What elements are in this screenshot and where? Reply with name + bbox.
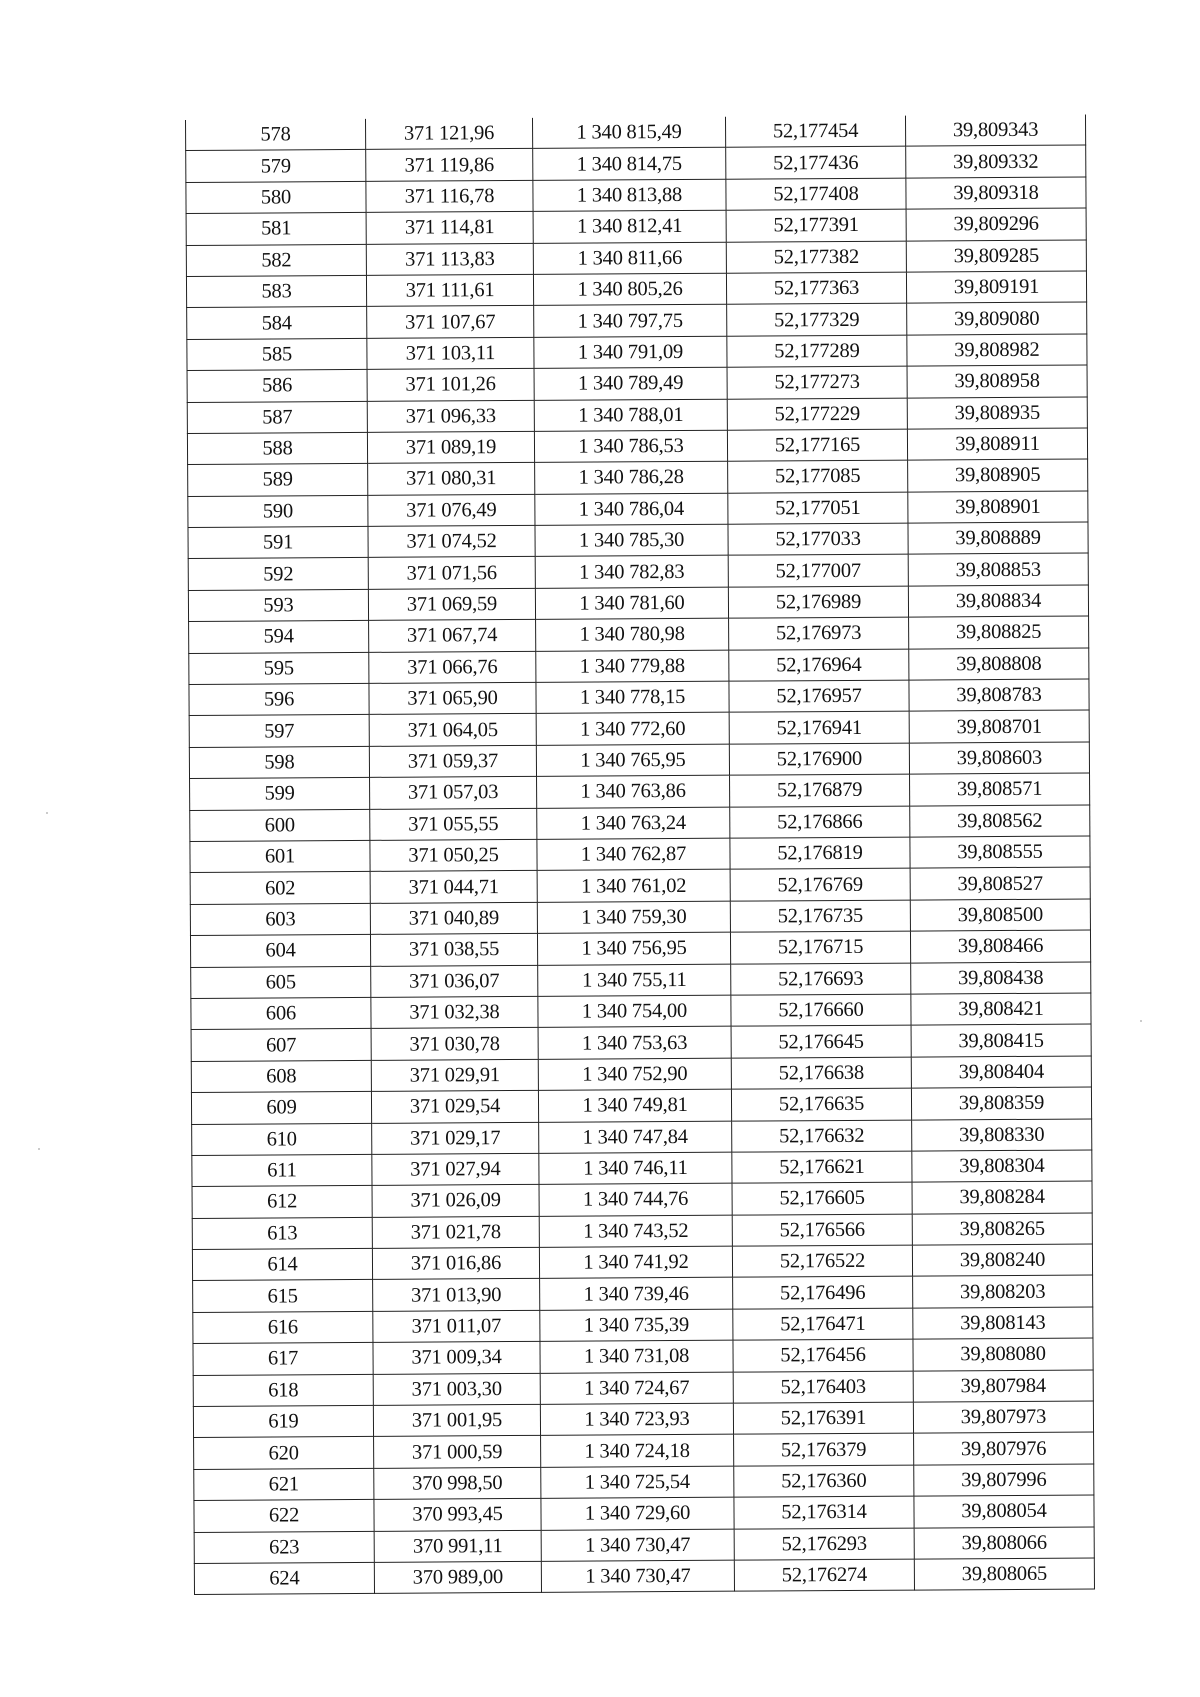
x-coordinate-cell: 371 030,78: [371, 1028, 538, 1060]
y-coordinate-cell: 1 340 749,81: [538, 1089, 731, 1122]
y-coordinate-cell: 1 340 786,28: [535, 461, 728, 494]
longitude-cell: 39,807973: [913, 1401, 1093, 1433]
longitude-cell: 39,808808: [909, 648, 1089, 680]
longitude-cell: 39,808935: [907, 397, 1087, 429]
x-coordinate-cell: 371 044,71: [370, 871, 537, 903]
longitude-cell: 39,808834: [908, 585, 1088, 617]
point-number-cell: 586: [187, 370, 367, 402]
y-coordinate-cell: 1 340 785,30: [535, 524, 728, 557]
latitude-cell: 52,177051: [728, 492, 908, 524]
x-coordinate-cell: 371 036,07: [371, 965, 538, 997]
x-coordinate-cell: 371 107,67: [367, 306, 534, 338]
point-number-cell: 608: [191, 1060, 371, 1092]
longitude-cell: 39,808527: [910, 867, 1090, 899]
x-coordinate-cell: 370 993,45: [374, 1499, 541, 1531]
latitude-cell: 52,176941: [729, 712, 909, 744]
point-number-cell: 602: [190, 872, 370, 904]
y-coordinate-cell: 1 340 759,30: [537, 901, 730, 934]
longitude-cell: 39,808901: [908, 491, 1088, 523]
point-number-cell: 617: [193, 1343, 373, 1375]
point-number-cell: 616: [193, 1311, 373, 1343]
y-coordinate-cell: 1 340 724,18: [541, 1435, 734, 1468]
y-coordinate-cell: 1 340 729,60: [541, 1497, 734, 1530]
x-coordinate-cell: 371 029,17: [372, 1122, 539, 1154]
longitude-cell: 39,808571: [910, 773, 1090, 805]
point-number-cell: 580: [186, 181, 366, 213]
latitude-cell: 52,177391: [726, 209, 906, 241]
longitude-cell: 39,807996: [914, 1464, 1094, 1496]
x-coordinate-cell: 371 065,90: [369, 682, 536, 714]
y-coordinate-cell: 1 340 786,53: [534, 430, 727, 463]
point-number-cell: 598: [189, 746, 369, 778]
point-number-cell: 593: [188, 589, 368, 621]
point-number-cell: 613: [192, 1217, 372, 1249]
latitude-cell: 52,176403: [733, 1371, 913, 1403]
longitude-cell: 39,808911: [907, 428, 1087, 460]
y-coordinate-cell: 1 340 763,86: [537, 775, 730, 808]
x-coordinate-cell: 371 101,26: [367, 368, 534, 400]
latitude-cell: 52,176879: [730, 774, 910, 806]
point-number-cell: 585: [187, 338, 367, 370]
point-number-cell: 615: [193, 1280, 373, 1312]
point-number-cell: 606: [191, 997, 371, 1029]
point-number-cell: 579: [186, 150, 366, 182]
x-coordinate-cell: 371 080,31: [368, 463, 535, 495]
latitude-cell: 52,177363: [726, 272, 906, 304]
x-coordinate-cell: 371 067,74: [369, 620, 536, 652]
y-coordinate-cell: 1 340 753,63: [538, 1027, 731, 1060]
latitude-cell: 52,177382: [726, 241, 906, 273]
point-number-cell: 582: [186, 244, 366, 276]
latitude-cell: 52,176314: [734, 1496, 914, 1528]
longitude-cell: 39,808603: [909, 742, 1089, 774]
x-coordinate-cell: 371 114,81: [366, 212, 533, 244]
longitude-cell: 39,809296: [906, 208, 1086, 240]
longitude-cell: 39,808853: [908, 553, 1088, 585]
x-coordinate-cell: 371 069,59: [368, 588, 535, 620]
y-coordinate-cell: 1 340 786,04: [535, 493, 728, 526]
longitude-cell: 39,808080: [913, 1338, 1093, 1370]
latitude-cell: 52,177436: [726, 146, 906, 178]
x-coordinate-cell: 371 038,55: [370, 934, 537, 966]
longitude-cell: 39,808562: [910, 805, 1090, 837]
latitude-cell: 52,176293: [734, 1528, 914, 1560]
latitude-cell: 52,176973: [729, 617, 909, 649]
point-number-cell: 614: [192, 1248, 372, 1280]
point-number-cell: 619: [193, 1405, 373, 1437]
x-coordinate-cell: 371 111,61: [366, 274, 533, 306]
latitude-cell: 52,176693: [731, 963, 911, 995]
x-coordinate-cell: 371 027,94: [372, 1153, 539, 1185]
x-coordinate-cell: 371 013,90: [373, 1279, 540, 1311]
point-number-cell: 581: [186, 213, 366, 245]
longitude-cell: 39,809343: [905, 114, 1085, 146]
x-coordinate-cell: 371 089,19: [367, 431, 534, 463]
x-coordinate-cell: 371 076,49: [368, 494, 535, 526]
latitude-cell: 52,176866: [730, 806, 910, 838]
point-number-cell: 610: [192, 1123, 372, 1155]
longitude-cell: 39,808958: [907, 365, 1087, 397]
point-number-cell: 622: [194, 1500, 374, 1532]
longitude-cell: 39,808404: [911, 1056, 1091, 1088]
point-number-cell: 621: [194, 1468, 374, 1500]
y-coordinate-cell: 1 340 739,46: [540, 1278, 733, 1311]
point-number-cell: 583: [186, 275, 366, 307]
y-coordinate-cell: 1 340 779,88: [536, 650, 729, 683]
point-number-cell: 589: [188, 464, 368, 496]
latitude-cell: 52,176471: [733, 1308, 913, 1340]
y-coordinate-cell: 1 340 789,49: [534, 367, 727, 400]
longitude-cell: 39,808889: [908, 522, 1088, 554]
latitude-cell: 52,176645: [731, 1025, 911, 1057]
latitude-cell: 52,176456: [733, 1339, 913, 1371]
longitude-cell: 39,808905: [908, 459, 1088, 491]
point-number-cell: 601: [190, 840, 370, 872]
point-number-cell: 618: [193, 1374, 373, 1406]
longitude-cell: 39,809318: [906, 177, 1086, 209]
x-coordinate-cell: 371 121,96: [365, 118, 532, 150]
latitude-cell: 52,176360: [734, 1465, 914, 1497]
y-coordinate-cell: 1 340 746,11: [539, 1152, 732, 1185]
point-number-cell: 603: [190, 903, 370, 935]
longitude-cell: 39,808330: [912, 1118, 1092, 1150]
point-number-cell: 578: [185, 119, 365, 151]
longitude-cell: 39,808555: [910, 836, 1090, 868]
longitude-cell: 39,808203: [913, 1275, 1093, 1307]
latitude-cell: 52,177273: [727, 366, 907, 398]
y-coordinate-cell: 1 340 761,02: [537, 870, 730, 903]
point-number-cell: 584: [187, 307, 367, 339]
x-coordinate-cell: 371 064,05: [369, 714, 536, 746]
longitude-cell: 39,809080: [907, 302, 1087, 334]
latitude-cell: 52,176638: [731, 1057, 911, 1089]
longitude-cell: 39,808065: [914, 1558, 1094, 1590]
latitude-cell: 52,176566: [732, 1214, 912, 1246]
latitude-cell: 52,177085: [728, 460, 908, 492]
y-coordinate-cell: 1 340 730,47: [541, 1529, 734, 1562]
latitude-cell: 52,177229: [727, 398, 907, 430]
scan-speck: [1140, 1020, 1142, 1022]
y-coordinate-cell: 1 340 797,75: [534, 305, 727, 338]
point-number-cell: 587: [187, 401, 367, 433]
latitude-cell: 52,176964: [729, 649, 909, 681]
latitude-cell: 52,176391: [733, 1402, 913, 1434]
latitude-cell: 52,176379: [734, 1433, 914, 1465]
y-coordinate-cell: 1 340 755,11: [538, 964, 731, 997]
y-coordinate-cell: 1 340 778,15: [536, 681, 729, 714]
coordinates-table: [185, 114, 1095, 1595]
latitude-cell: 52,176632: [732, 1120, 912, 1152]
y-coordinate-cell: 1 340 782,83: [535, 556, 728, 589]
y-coordinate-cell: 1 340 791,09: [534, 336, 727, 369]
x-coordinate-cell: 371 066,76: [369, 651, 536, 683]
longitude-cell: 39,809285: [906, 240, 1086, 272]
point-number-cell: 595: [189, 652, 369, 684]
point-number-cell: 590: [188, 495, 368, 527]
y-coordinate-cell: 1 340 731,08: [540, 1340, 733, 1373]
y-coordinate-cell: 1 340 741,92: [539, 1246, 732, 1279]
x-coordinate-cell: 371 040,89: [370, 902, 537, 934]
scan-speck: [46, 812, 48, 814]
x-coordinate-cell: 371 059,37: [369, 745, 536, 777]
longitude-cell: 39,807976: [914, 1432, 1094, 1464]
point-number-cell: 624: [194, 1562, 374, 1594]
longitude-cell: 39,808438: [911, 962, 1091, 994]
latitude-cell: 52,176900: [729, 743, 909, 775]
y-coordinate-cell: 1 340 762,87: [537, 838, 730, 871]
latitude-cell: 52,177454: [725, 116, 905, 148]
x-coordinate-cell: 371 026,09: [372, 1185, 539, 1217]
y-coordinate-cell: 1 340 788,01: [534, 399, 727, 432]
longitude-cell: 39,808143: [913, 1307, 1093, 1339]
point-number-cell: 605: [191, 966, 371, 998]
latitude-cell: 52,176989: [728, 586, 908, 618]
y-coordinate-cell: 1 340 772,60: [536, 713, 729, 746]
latitude-cell: 52,177007: [728, 555, 908, 587]
y-coordinate-cell: 1 340 752,90: [538, 1058, 731, 1091]
longitude-cell: 39,808825: [909, 616, 1089, 648]
x-coordinate-cell: 371 057,03: [370, 777, 537, 809]
x-coordinate-cell: 371 009,34: [373, 1342, 540, 1374]
y-coordinate-cell: 1 340 812,41: [533, 210, 726, 243]
longitude-cell: 39,808265: [912, 1213, 1092, 1245]
latitude-cell: 52,176819: [730, 837, 910, 869]
x-coordinate-cell: 371 029,91: [371, 1059, 538, 1091]
longitude-cell: 39,808415: [911, 1024, 1091, 1056]
point-number-cell: 597: [189, 715, 369, 747]
longitude-cell: 39,808066: [914, 1527, 1094, 1559]
longitude-cell: 39,808701: [909, 710, 1089, 742]
longitude-cell: 39,808359: [911, 1087, 1091, 1119]
point-number-cell: 612: [192, 1186, 372, 1218]
longitude-cell: 39,808284: [912, 1181, 1092, 1213]
point-number-cell: 596: [189, 683, 369, 715]
latitude-cell: 52,176735: [730, 900, 910, 932]
x-coordinate-cell: 371 119,86: [366, 149, 533, 181]
y-coordinate-cell: 1 340 763,24: [537, 807, 730, 840]
latitude-cell: 52,177289: [727, 335, 907, 367]
y-coordinate-cell: 1 340 805,26: [533, 273, 726, 306]
x-coordinate-cell: 370 989,00: [374, 1561, 541, 1593]
point-number-cell: 588: [187, 432, 367, 464]
longitude-cell: 39,808304: [912, 1150, 1092, 1182]
y-coordinate-cell: 1 340 754,00: [538, 995, 731, 1028]
y-coordinate-cell: 1 340 756,95: [537, 932, 730, 965]
x-coordinate-cell: 371 116,78: [366, 180, 533, 212]
latitude-cell: 52,176605: [732, 1182, 912, 1214]
point-number-cell: 592: [188, 558, 368, 590]
latitude-cell: 52,176957: [729, 680, 909, 712]
latitude-cell: 52,176621: [732, 1151, 912, 1183]
longitude-cell: 39,808500: [910, 899, 1090, 931]
longitude-cell: 39,808240: [912, 1244, 1092, 1276]
x-coordinate-cell: 371 103,11: [367, 337, 534, 369]
longitude-cell: 39,808982: [907, 334, 1087, 366]
latitude-cell: 52,176635: [731, 1088, 911, 1120]
y-coordinate-cell: 1 340 747,84: [539, 1121, 732, 1154]
y-coordinate-cell: 1 340 725,54: [541, 1466, 734, 1499]
point-number-cell: 599: [190, 778, 370, 810]
x-coordinate-cell: 371 001,95: [373, 1404, 540, 1436]
x-coordinate-cell: 371 029,54: [371, 1090, 538, 1122]
y-coordinate-cell: 1 340 743,52: [539, 1215, 732, 1248]
latitude-cell: 52,176769: [730, 868, 910, 900]
point-number-cell: 594: [189, 621, 369, 653]
latitude-cell: 52,177033: [728, 523, 908, 555]
y-coordinate-cell: 1 340 814,75: [533, 148, 726, 181]
y-coordinate-cell: 1 340 811,66: [533, 242, 726, 275]
x-coordinate-cell: 371 016,86: [372, 1247, 539, 1279]
y-coordinate-cell: 1 340 744,76: [539, 1183, 732, 1216]
x-coordinate-cell: 371 055,55: [370, 808, 537, 840]
x-coordinate-cell: 370 998,50: [374, 1467, 541, 1499]
y-coordinate-cell: 1 340 735,39: [540, 1309, 733, 1342]
point-number-cell: 623: [194, 1531, 374, 1563]
longitude-cell: 39,807984: [913, 1370, 1093, 1402]
coordinates-table-body: [185, 114, 1094, 1594]
longitude-cell: 39,809332: [906, 145, 1086, 177]
x-coordinate-cell: 371 096,33: [367, 400, 534, 432]
latitude-cell: 52,176660: [731, 994, 911, 1026]
x-coordinate-cell: 370 991,11: [374, 1530, 541, 1562]
x-coordinate-cell: 371 021,78: [372, 1216, 539, 1248]
y-coordinate-cell: 1 340 765,95: [536, 744, 729, 777]
y-coordinate-cell: 1 340 815,49: [532, 117, 725, 149]
latitude-cell: 52,176715: [730, 931, 910, 963]
x-coordinate-cell: 371 032,38: [371, 996, 538, 1028]
latitude-cell: 52,177329: [727, 303, 907, 335]
latitude-cell: 52,177165: [727, 429, 907, 461]
y-coordinate-cell: 1 340 813,88: [533, 179, 726, 212]
point-number-cell: 607: [191, 1029, 371, 1061]
latitude-cell: 52,176274: [734, 1559, 914, 1591]
longitude-cell: 39,808466: [910, 930, 1090, 962]
y-coordinate-cell: 1 340 780,98: [536, 618, 729, 651]
longitude-cell: 39,808421: [911, 993, 1091, 1025]
x-coordinate-cell: 371 071,56: [368, 557, 535, 589]
latitude-cell: 52,176522: [732, 1245, 912, 1277]
y-coordinate-cell: 1 340 781,60: [535, 587, 728, 620]
y-coordinate-cell: 1 340 730,47: [541, 1560, 734, 1593]
point-number-cell: 591: [188, 526, 368, 558]
x-coordinate-cell: 371 050,25: [370, 839, 537, 871]
point-number-cell: 620: [194, 1437, 374, 1469]
x-coordinate-cell: 371 000,59: [374, 1436, 541, 1468]
x-coordinate-cell: 371 003,30: [373, 1373, 540, 1405]
point-number-cell: 611: [192, 1154, 372, 1186]
scan-speck: [38, 1148, 40, 1150]
longitude-cell: 39,808054: [914, 1495, 1094, 1527]
x-coordinate-cell: 371 074,52: [368, 525, 535, 557]
point-number-cell: 604: [190, 935, 370, 967]
longitude-cell: 39,808783: [909, 679, 1089, 711]
y-coordinate-cell: 1 340 724,67: [540, 1372, 733, 1405]
point-number-cell: 600: [190, 809, 370, 841]
x-coordinate-cell: 371 113,83: [366, 243, 533, 275]
longitude-cell: 39,809191: [906, 271, 1086, 303]
latitude-cell: 52,176496: [733, 1277, 913, 1309]
point-number-cell: 609: [191, 1091, 371, 1123]
y-coordinate-cell: 1 340 723,93: [540, 1403, 733, 1436]
latitude-cell: 52,177408: [726, 178, 906, 210]
table-row: [194, 1558, 1094, 1595]
x-coordinate-cell: 371 011,07: [373, 1310, 540, 1342]
